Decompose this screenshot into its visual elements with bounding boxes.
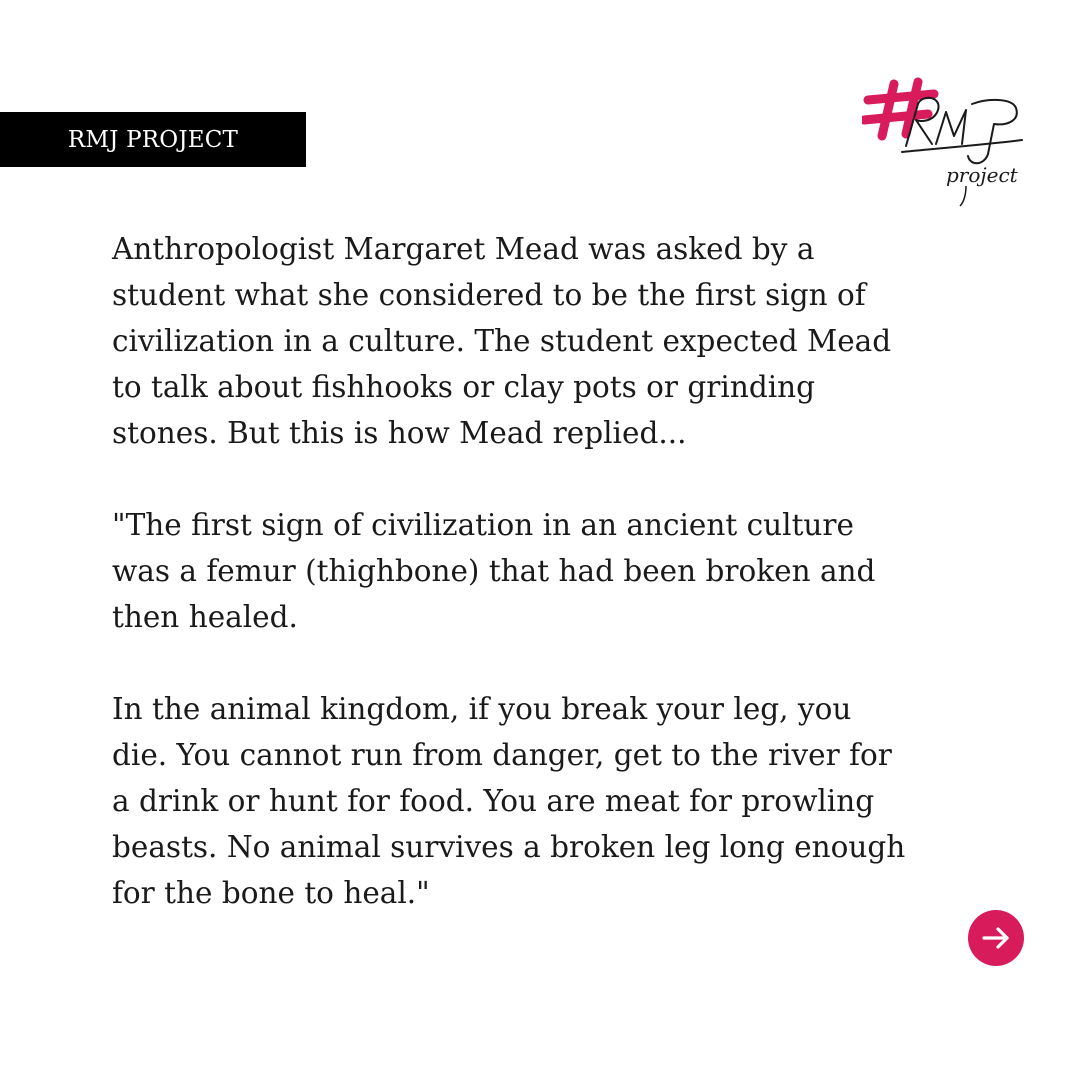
project-label: RMJ PROJECT [67, 126, 239, 153]
article-body [112, 226, 992, 916]
paragraph-quote-start: "The first sign of civilization in an ancient culture was a femur (thighbone) that had been broken and then healed. [112, 508, 876, 634]
paragraph-intro: Anthropologist Margaret Mead was asked by a student what she considered to be the first sign of civilization in a culture. The student expected Mead to talk about fishhooks or clay pots or grinding stones. But this is how Mead replied... [112, 232, 892, 450]
arrow-right-icon [979, 921, 1013, 955]
svg-text:project: project [946, 163, 1018, 187]
paragraph-quote-end: In the animal kingdom, if you break your leg, you die. You cannot run from danger, get to the river for a drink or hunt for food. You are meat for prowling beasts. No animal survives a broken leg long enough for the bone to heal." [112, 692, 906, 910]
rmj-project-logo [862, 74, 1027, 209]
project-label-bar [0, 112, 306, 167]
next-slide-button[interactable] [968, 910, 1024, 966]
